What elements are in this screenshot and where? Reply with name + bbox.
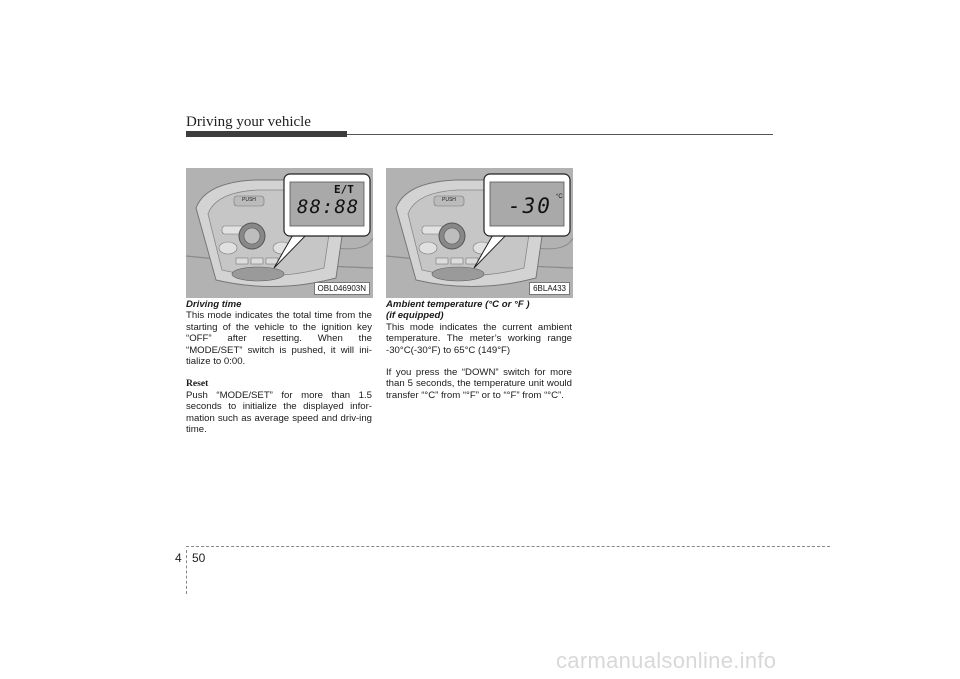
display-mode-label: E/T — [334, 183, 354, 196]
ambient-temperature-description: This mode indicates the current ambient temperature. The meter’s working range -30°C(-30°F) to 65°C (149°F) — [386, 321, 572, 356]
display-unit: °C — [556, 194, 563, 200]
console-illustration — [386, 168, 573, 298]
header-title: Driving your vehicle — [186, 114, 311, 130]
driving-time-description: This mode indicates the total time from the starting of the vehicle to the ignition key “OFF” after resetting. When the “MODE/SET” switch is pushed, it will ini-tialize to 0:00. — [186, 310, 372, 368]
if-equipped-note: (if equipped) — [386, 310, 444, 322]
display-value: 88:88 — [297, 196, 360, 218]
right-column — [386, 299, 572, 401]
unit-switch-description: If you press the “DOWN” switch for more than 5 seconds, the temperature unit would transfer “°C” from “°F” or to “°F” from “°C”. — [386, 367, 572, 401]
figure-code: OBL046903N — [314, 282, 370, 295]
watermark: carmanualsonline.info — [556, 648, 777, 673]
reset-description: Push “MODE/SET” for more than 1.5 seconds to initialize the displayed infor-mation such as average speed and driv-ing time. — [186, 389, 372, 436]
driving-time-heading: Driving time — [186, 299, 242, 310]
push-label: PUSH — [442, 197, 456, 203]
figure-ambient-temperature — [386, 168, 573, 298]
header-bar — [186, 131, 347, 137]
ambient-temperature-heading: Ambient temperature (°C or °F ) — [386, 299, 530, 310]
footer-divider — [186, 550, 187, 594]
left-column — [186, 299, 372, 435]
page-number: 50 — [192, 551, 206, 565]
figure-code: 6BLA433 — [529, 282, 570, 295]
display-value: -30 — [508, 194, 552, 218]
header-rule — [347, 134, 773, 135]
footer-rule — [186, 546, 830, 547]
chapter-number: 4 — [175, 551, 182, 565]
figure-driving-time — [186, 168, 373, 298]
push-label: PUSH — [242, 197, 256, 203]
reset-heading: Reset — [186, 378, 209, 390]
